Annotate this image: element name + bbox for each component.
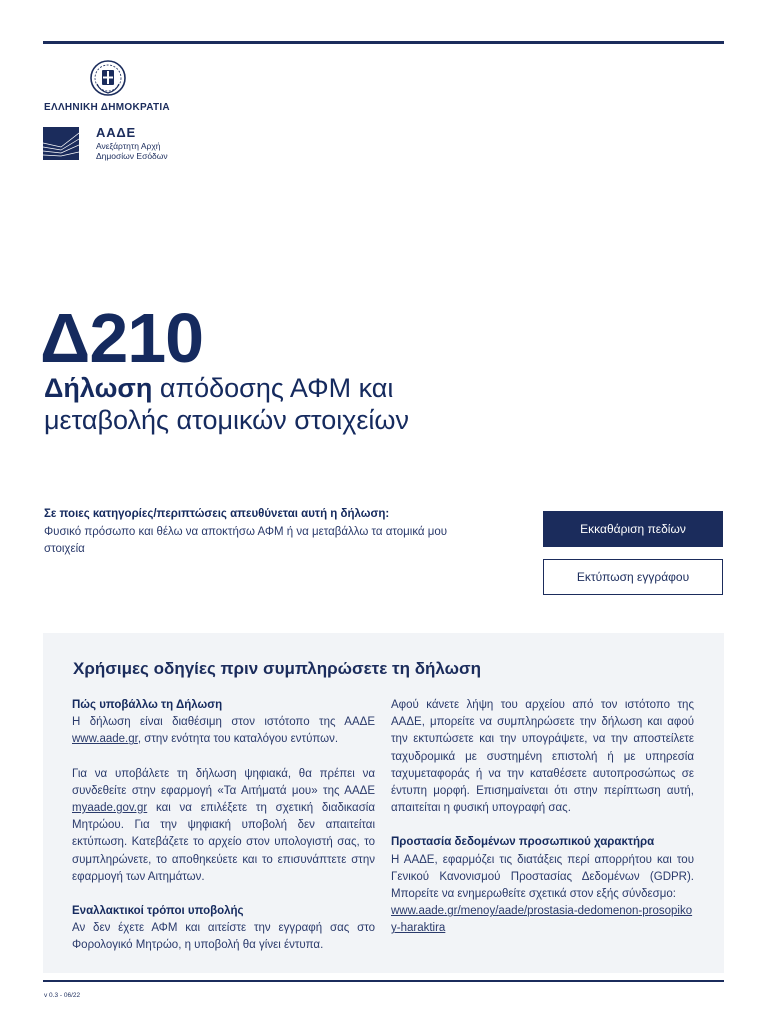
instructions-left-column xyxy=(72,697,375,955)
bottom-divider xyxy=(43,980,724,982)
alt-submission-heading: Εναλλακτικοί τρόποι υποβολής xyxy=(72,905,244,918)
submit-p2-text: Για να υποβάλετε τη δήλωση ψηφιακά, θα πρέπει να συνδεθείτε στην εφαρμογή «Τα Αιτήματά μου» της ΑΑΔΕ xyxy=(72,767,375,797)
version-label: v 0.3 - 06/22 xyxy=(44,992,81,999)
form-title xyxy=(44,372,564,436)
gdpr-heading: Προστασία δεδομένων προσωπικού χαρακτήρα xyxy=(391,836,655,849)
form-title-bold: Δήλωση xyxy=(44,373,153,403)
greek-emblem-icon xyxy=(89,59,127,97)
instructions-panel xyxy=(43,633,724,973)
submit-paragraph-2 xyxy=(72,766,375,886)
submit-p1-text: Η δήλωση είναι διαθέσιμη στον ιστότοπο της ΑΑΔΕ xyxy=(72,716,375,729)
form-title-line2: μεταβολής ατομικών στοιχείων xyxy=(44,405,410,435)
instructions-title: Χρήσιμες οδηγίες πριν συμπληρώσετε τη δήλωση xyxy=(73,659,482,678)
paper-submission-text: Αφού κάνετε λήψη του αρχείου από τον ιστότοπο της ΑΑΔΕ, μπορείτε να συμπληρώσετε την δήλωση και αφού την εκτυπώσετε και την υπογράψετε, να την αποστείλετε ταχυδρομικά με συστημένη επιστολή ή με υπηρεσία ταχυμεταφοράς ή να την καταθέσετε αυτοπροσώπως σε έντυπη μορφή. Επισημαίνεται ότι στην περίπτωση αυτή, απαιτείται η φυσική υπογραφή σας. xyxy=(391,699,694,815)
submit-p1-text-end: , στην ενότητα του καταλόγου εντύπων. xyxy=(137,733,339,746)
gdpr-link[interactable]: www.aade.gr/menoy/aade/prostasia-dedomenon-prosopikoy-haraktira xyxy=(391,905,693,935)
gdpr-link-line xyxy=(391,903,694,937)
form-code: Δ210 xyxy=(40,299,204,377)
clear-fields-button[interactable]: Εκκαθάριση πεδίων xyxy=(543,511,723,547)
gdpr-text: Η ΑΑΔΕ, εφαρμόζει τις διατάξεις περί απορρήτου και του Γενικού Κανονισμού Προστασίας Δεδομένων (GDPR). Μπορείτε να ενημερωθείτε σχετικά στον εξής σύνδεσμο: xyxy=(391,853,694,901)
agency-full-name-line2: Δημοσίων Εσόδων xyxy=(96,151,168,161)
submit-p2-text-end: και να επιλέξετε τη σχετική διαδικασία Μητρώου. Για την ψηφιακή υποβολή δεν απαιτείται εκτύπωση. Κατεβάζετε το αρχείο στον υπολογιστή σας, το συμπληρώνετε, το αποθηκεύετε και το επισυνάπτετε στην εφαρμογή των Αιτημάτων. xyxy=(72,802,375,883)
submit-heading: Πώς υποβάλλω τη Δήλωση xyxy=(72,699,223,711)
form-title-rest: απόδοσης ΑΦΜ και xyxy=(152,373,394,403)
agency-short-name: ΑΑΔΕ xyxy=(96,125,136,140)
print-document-button[interactable]: Εκτύπωση εγγράφου xyxy=(543,559,723,595)
aade-logo-icon xyxy=(43,127,79,160)
myaade-link[interactable]: myaade.gov.gr xyxy=(72,802,148,815)
instructions-right-column xyxy=(391,697,694,938)
submit-paragraph-1 xyxy=(72,714,375,748)
government-name: ΕΛΛΗΝΙΚΗ ΔΗΜΟΚΡΑΤΙΑ xyxy=(44,102,170,113)
agency-full-name-line1: Ανεξάρτητη Αρχή xyxy=(96,141,161,151)
aade-site-link[interactable]: www.aade.gr xyxy=(72,733,138,746)
alt-submission-text: Αν δεν έχετε ΑΦΜ και αιτείστε την εγγραφή σας στο Φορολογικό Μητρώο, η υποβολή θα γίνει έντυπα. xyxy=(72,922,375,952)
categories-text: Φυσικό πρόσωπο και θέλω να αποκτήσω ΑΦΜ ή να μεταβάλλω τα ατομικά μου στοιχεία xyxy=(44,526,448,555)
top-divider xyxy=(43,41,724,44)
categories-label: Σε ποιες κατηγορίες/περιπτώσεις απευθύνεται αυτή η δήλωση: xyxy=(44,508,390,520)
